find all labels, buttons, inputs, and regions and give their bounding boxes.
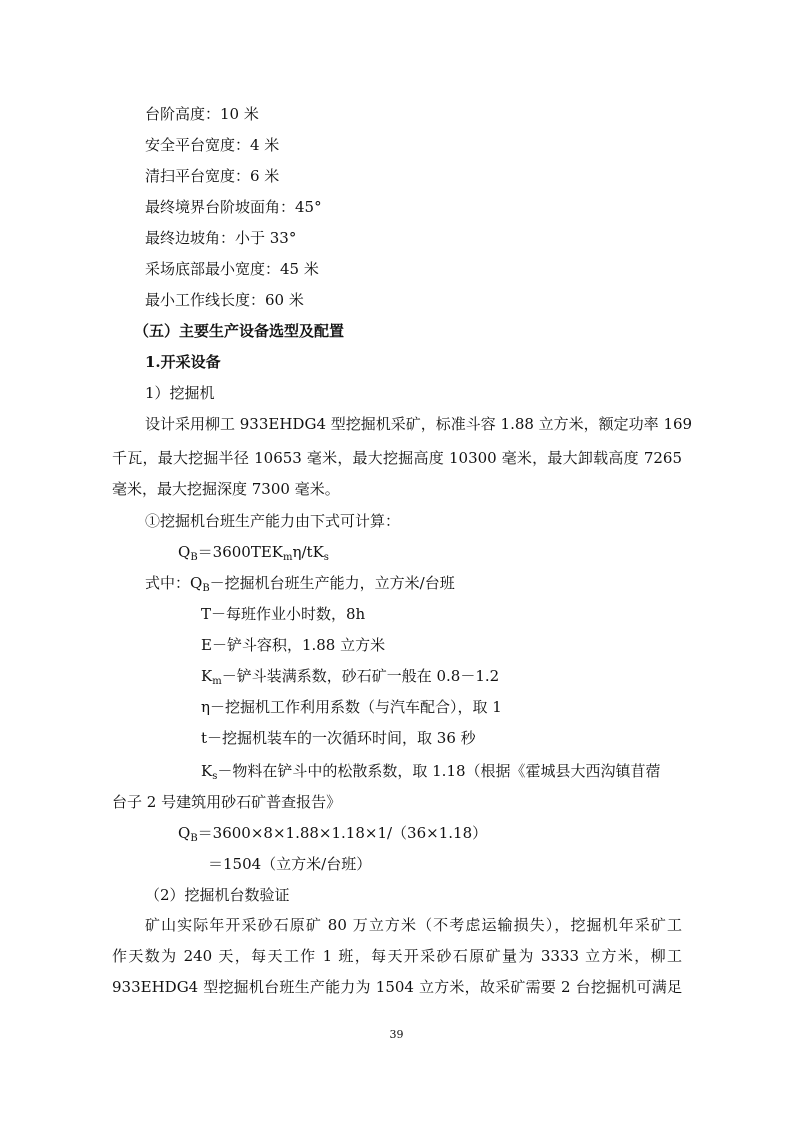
var-km xyxy=(201,666,499,686)
formula-k-sub: m xyxy=(283,552,293,563)
var-ks-text: －物料在铲斗中的松散系数，取 1.18（根据《霍城县大西沟镇苜蓿 xyxy=(217,762,661,780)
var-t: T－每班作业小时数，8h xyxy=(201,605,366,623)
where-text: －挖掘机台班生产能力，立方米/台班 xyxy=(209,574,455,592)
verify-line-1: 矿山实际年开采砂石原矿 80 万立方米（不考虑运输损失），挖掘机年采矿工 xyxy=(145,916,682,934)
var-km-k: K xyxy=(201,667,213,685)
param-cleaning-platform: 清扫平台宽度：6 米 xyxy=(145,167,280,185)
param-final-slope-angle: 最终边坡角：小于 33° xyxy=(145,229,297,247)
formula-q-sub: B xyxy=(190,552,198,563)
item1-title: 1）挖掘机 xyxy=(145,384,215,402)
capacity-intro: ①挖掘机台班生产能力由下式可计算： xyxy=(145,512,401,530)
param-min-work-line: 最小工作线长度：60 米 xyxy=(145,291,304,309)
calc-q-sub: B xyxy=(190,833,198,844)
where-prefix: 式中：Q xyxy=(145,574,203,592)
verify-line-2: 作天数为 240 天，每天工作 1 班，每天开采砂石原矿量为 3333 立方米，柳工 xyxy=(112,947,682,965)
var-ks-k: K xyxy=(201,762,213,780)
calc-line xyxy=(178,823,487,843)
intro-line-1: 设计采用柳工 933EHDG4 型挖掘机采矿，标准斗容 1.88 立方米，额定功率 169 xyxy=(145,415,693,433)
var-ks-sub: s xyxy=(212,771,218,782)
formula-ks-sub: s xyxy=(323,552,329,563)
calc-expr: ＝3600×8×1.88×1.18×1/（36×1.18） xyxy=(197,824,488,842)
calc-q: Q xyxy=(178,824,191,842)
section-title: （五）主要生产设备选型及配置 xyxy=(134,322,345,340)
var-km-text: －铲斗装满系数，砂石矿一般在 0.8－1.2 xyxy=(221,667,500,685)
var-ks xyxy=(201,761,661,781)
var-eta: η－挖掘机工作利用系数（与汽车配合），取 1 xyxy=(201,698,502,716)
var-km-sub: m xyxy=(212,676,222,687)
where-line xyxy=(145,573,455,593)
subsection-title: 1.开采设备 xyxy=(145,353,221,371)
intro-line-3: 毫米，最大挖掘深度 7300 毫米。 xyxy=(112,480,340,498)
intro-line-2: 千瓦，最大挖掘半径 10653 毫米，最大挖掘高度 10300 毫米，最大卸载高度 7265 xyxy=(112,449,682,467)
var-ks-continuation: 台子 2 号建筑用砂石矿普查报告》 xyxy=(112,793,342,811)
var-cycle-time: t－挖掘机装车的一次循环时间，取 36 秒 xyxy=(201,729,476,747)
var-e: E－铲斗容积，1.88 立方米 xyxy=(201,636,386,654)
formula-part2: η/tK xyxy=(292,543,324,561)
param-safety-platform: 安全平台宽度：4 米 xyxy=(145,136,280,154)
calc-result: ＝1504（立方米/台班） xyxy=(208,855,372,873)
formula-q: Q xyxy=(178,543,191,561)
where-sub: B xyxy=(202,583,210,594)
param-final-slope-face-angle: 最终境界台阶坡面角：45° xyxy=(145,198,322,216)
verify-line-3: 933EHDG4 型挖掘机台班生产能力为 1504 立方米，故采矿需要 2 台挖掘机可满足 xyxy=(112,978,682,996)
formula-part1: ＝3600TEK xyxy=(197,543,284,561)
page-number: 39 xyxy=(389,1028,404,1041)
param-step-height: 台阶高度：10 米 xyxy=(145,105,259,123)
param-pit-bottom-width: 采场底部最小宽度：45 米 xyxy=(145,260,319,278)
formula xyxy=(178,542,329,562)
item2-title: （2）挖掘机台数验证 xyxy=(145,886,290,904)
